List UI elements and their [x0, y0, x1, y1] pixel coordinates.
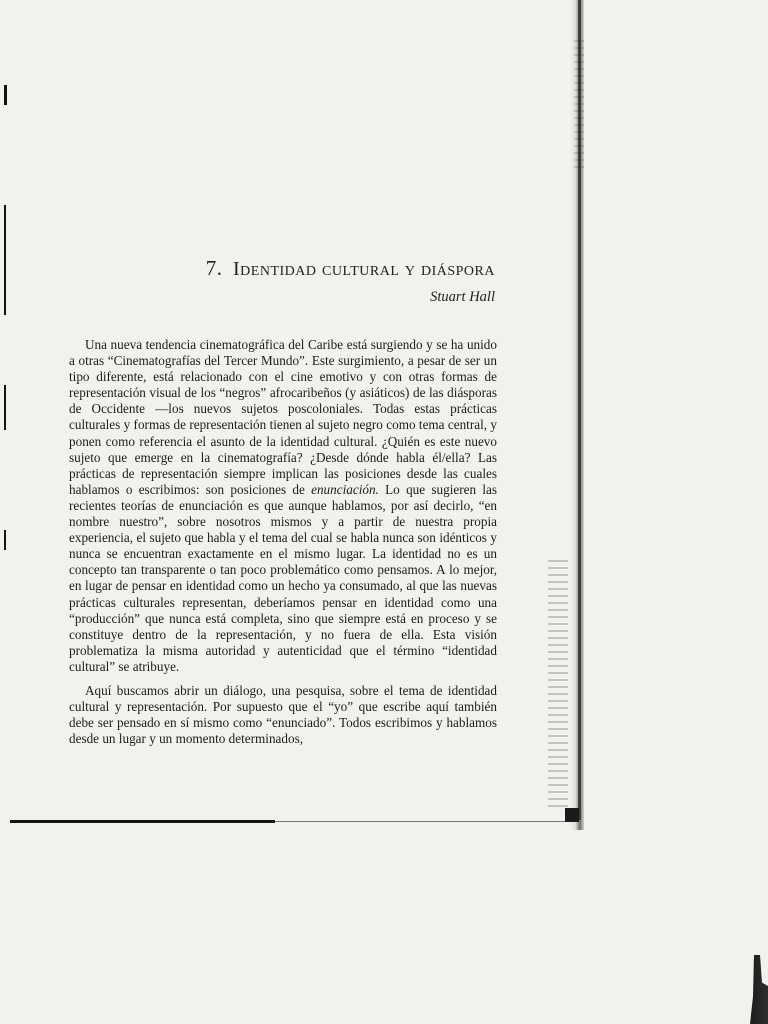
chapter-number: 7. — [205, 256, 223, 280]
paragraph — [69, 337, 497, 675]
paragraph-text: Aquí buscamos abrir un diálogo, una pesquisa, sobre el tema de identidad cultural y representación. Por supuesto que el “yo” que escribe aquí también debe ser pensado en sí mismo como “enunciado”. Todos escribimos y hablamos desde un lugar y un momento determinados, — [69, 682, 497, 747]
paragraph-text: Una nueva tendencia cinematográfica del Caribe está surgiendo y se ha unido a otras “Cinematografías del Tercer Mundo”. Este surgimiento, a pesar de ser un tipo diferente, está relacionado con el cine emotivo y con otras formas de representación visual de los “negros” afrocaribeños (y asiáticos) de las diásporas de Occidente —los nuevos sujetos poscoloniales. Todas estas prácticas culturales y formas de representación tienen al sujeto negro como tema central, y ponen como referencia el asunto de la identidad cultural. ¿Quién es este nuevo sujeto que emerge en la cinematografía? ¿Desde dónde habla él/ella? Las prácticas de representación siempre implican las posiciones desde las cuales hablamos o escribimos: son posiciones de — [69, 337, 497, 497]
scan-left-mark — [4, 85, 7, 105]
scan-left-mark — [4, 530, 6, 550]
scan-speckle — [548, 560, 568, 810]
scan-bottom-edge-thin — [275, 821, 575, 822]
scan-corner-shadow — [748, 955, 768, 1024]
scan-bottom-edge — [10, 820, 275, 823]
paragraph-text: Lo que sugieren las recientes teorías de enunciación es que aunque hablamos, por así decirlo, “en nombre nuestro”, sobre nosotros mismos y a partir de nuestra propia experiencia, el sujeto que habla y el tema del cual se habla nunca son idénticos y nunca se encuentran exactamente en el mismo lugar. La identidad no es un concepto tan transparente o tan poco problemático como pensamos. A lo mejor, en lugar de pensar en identidad como un hecho ya consumado, al que las nuevas prácticas culturales representan, deberíamos pensar en identidad como una “producción” que nunca está completa, sino que siempre está en proceso y se constituye dentro de la representación, y no fuera de ella. Esta visión problematiza la misma autoridad y autenticidad que el término “identidad cultural” se atribuye. — [69, 481, 498, 674]
author-name: Stuart Hall — [430, 289, 495, 305]
scan-left-mark — [4, 385, 6, 430]
paragraph — [69, 683, 497, 747]
chapter-heading — [150, 256, 495, 281]
body-text — [69, 337, 497, 747]
chapter-title: Identidad cultural y diáspora — [233, 258, 495, 280]
scan-corner-notch — [565, 808, 579, 822]
emphasized-term: enunciación. — [311, 481, 379, 497]
scan-speckle-top — [574, 40, 584, 170]
scan-left-mark — [4, 205, 6, 315]
